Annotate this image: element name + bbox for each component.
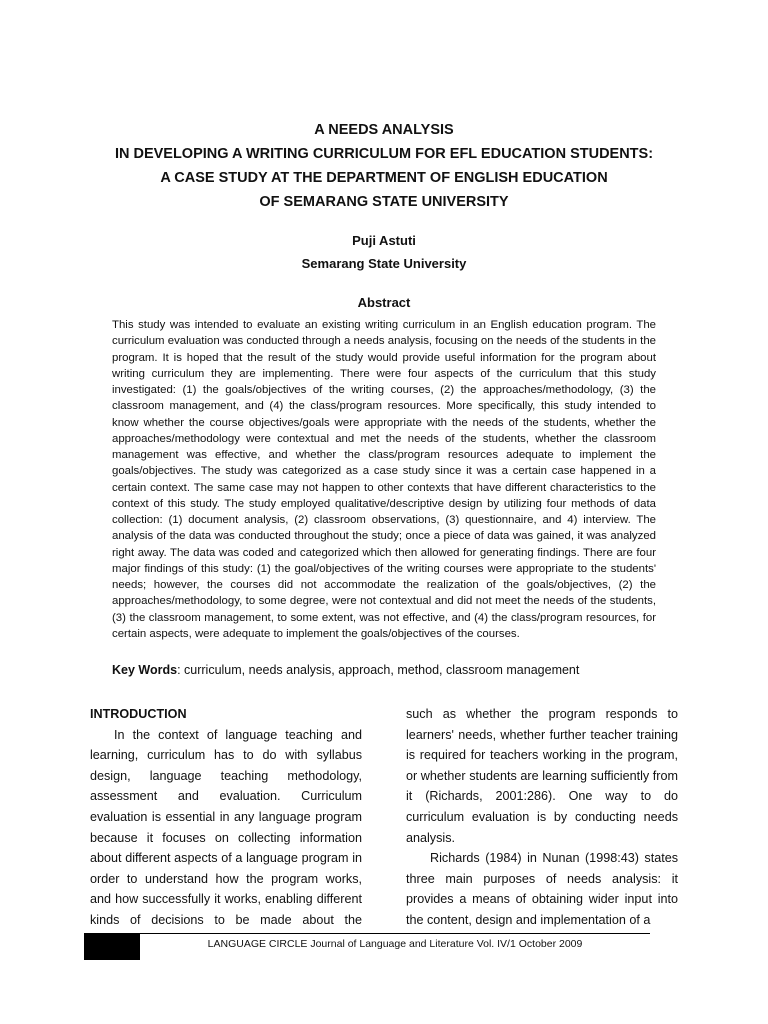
footer-black-block [84,934,140,960]
intro-paragraph-1-continued: such as whether the program responds to learners' needs, whether further teacher training is required for teachers working in the program, or whether students are learning sufficiently from it (Richards, 2001:286). One way to do curriculum evaluation is by conducting needs analysis. [406,707,678,845]
keywords-label: Key Words [112,663,178,677]
intro-paragraph-2: Richards (1984) in Nunan (1998:43) states three main purposes of needs analysis: it provides a means of obtaining wider input into the content, design and implementation of a [406,851,678,927]
title-line-3: A CASE STUDY AT THE DEPARTMENT OF ENGLISH EDUCATION [160,170,608,186]
title-line-4: OF SEMARANG STATE UNIVERSITY [259,194,509,210]
author-name: Puji Astuti [352,233,416,248]
keywords [112,663,579,677]
intro-paragraph-1: In the context of language teaching and learning, curriculum has to do with syllabus design, language teaching methodology, assessment and evaluation. Curriculum evaluation is essential in any language program because it focuses on collecting information about different aspects of a language program in order to understand how the program works, and how successfully it works, enabling different kinds of decisions to be made about the [90,727,362,927]
paper-title [60,118,708,214]
title-line-1: A NEEDS ANALYSIS [314,122,454,138]
keywords-list: : curriculum, needs analysis, approach, method, classroom management [177,663,580,677]
abstract-heading: Abstract [357,295,411,310]
title-line-2: IN DEVELOPING A WRITING CURRICULUM FOR EFL EDUCATION STUDENTS: [114,146,654,162]
introduction-heading: INTRODUCTION [90,707,187,721]
right-column [406,704,678,931]
abstract-body: This study was intended to evaluate an existing writing curriculum in an English education program. The curriculum evaluation was conducted through a needs analysis, focusing on the needs of the students in the program. It is hoped that the result of the study would provide useful information for the program about writing curriculum they are implementing. There were four aspects of the curriculum that this study investigated: (1) the goals/objectives of the writing courses, (2) the approaches/methodology, (3) the classroom management, and (4) the class/program resources. More specifically, this study intended to know whether the course objectives/goals were appropriate with the needs of the students, whether the approaches/methodology were contextual and met the needs of the students, whether the classroom management was effective, and whether the class/program resources adequate to implement the goals/objectives. The study was categorized as a case study since it was a certain case happened in a certain context. The same case may not happen to other contexts that have different characteristics to the context of this study. The study employed qualitative/descriptive design by utilizing four methods of data collection: (1) document analysis, (2) classroom observations, (3) questionnaire, and 4) interview. The analysis of the data was conducted throughout the study; once a piece of data was gained, it was analyzed right away. The data was coded and categorized which then allowed for generating findings. There are four major findings of this study: (1) the goal/objectives of the writing courses were appropriate to the students' needs; however, the courses did not accommodate the realization of the goals/objectives, (2) the approaches/methodology, to some degree, were not contextual and did not meet the needs of the students, (3) the classroom management, to some extent, was not effective, and (4) the class/program resources, for certain aspects, were adequate to implement the goals/objectives of the courses. [112,319,656,640]
left-column [90,704,362,951]
author-affiliation: Semarang State University [301,256,467,271]
footer-rule [84,933,650,934]
journal-footer: LANGUAGE CIRCLE Journal of Language and Literature Vol. IV/1 October 2009 [207,938,583,950]
